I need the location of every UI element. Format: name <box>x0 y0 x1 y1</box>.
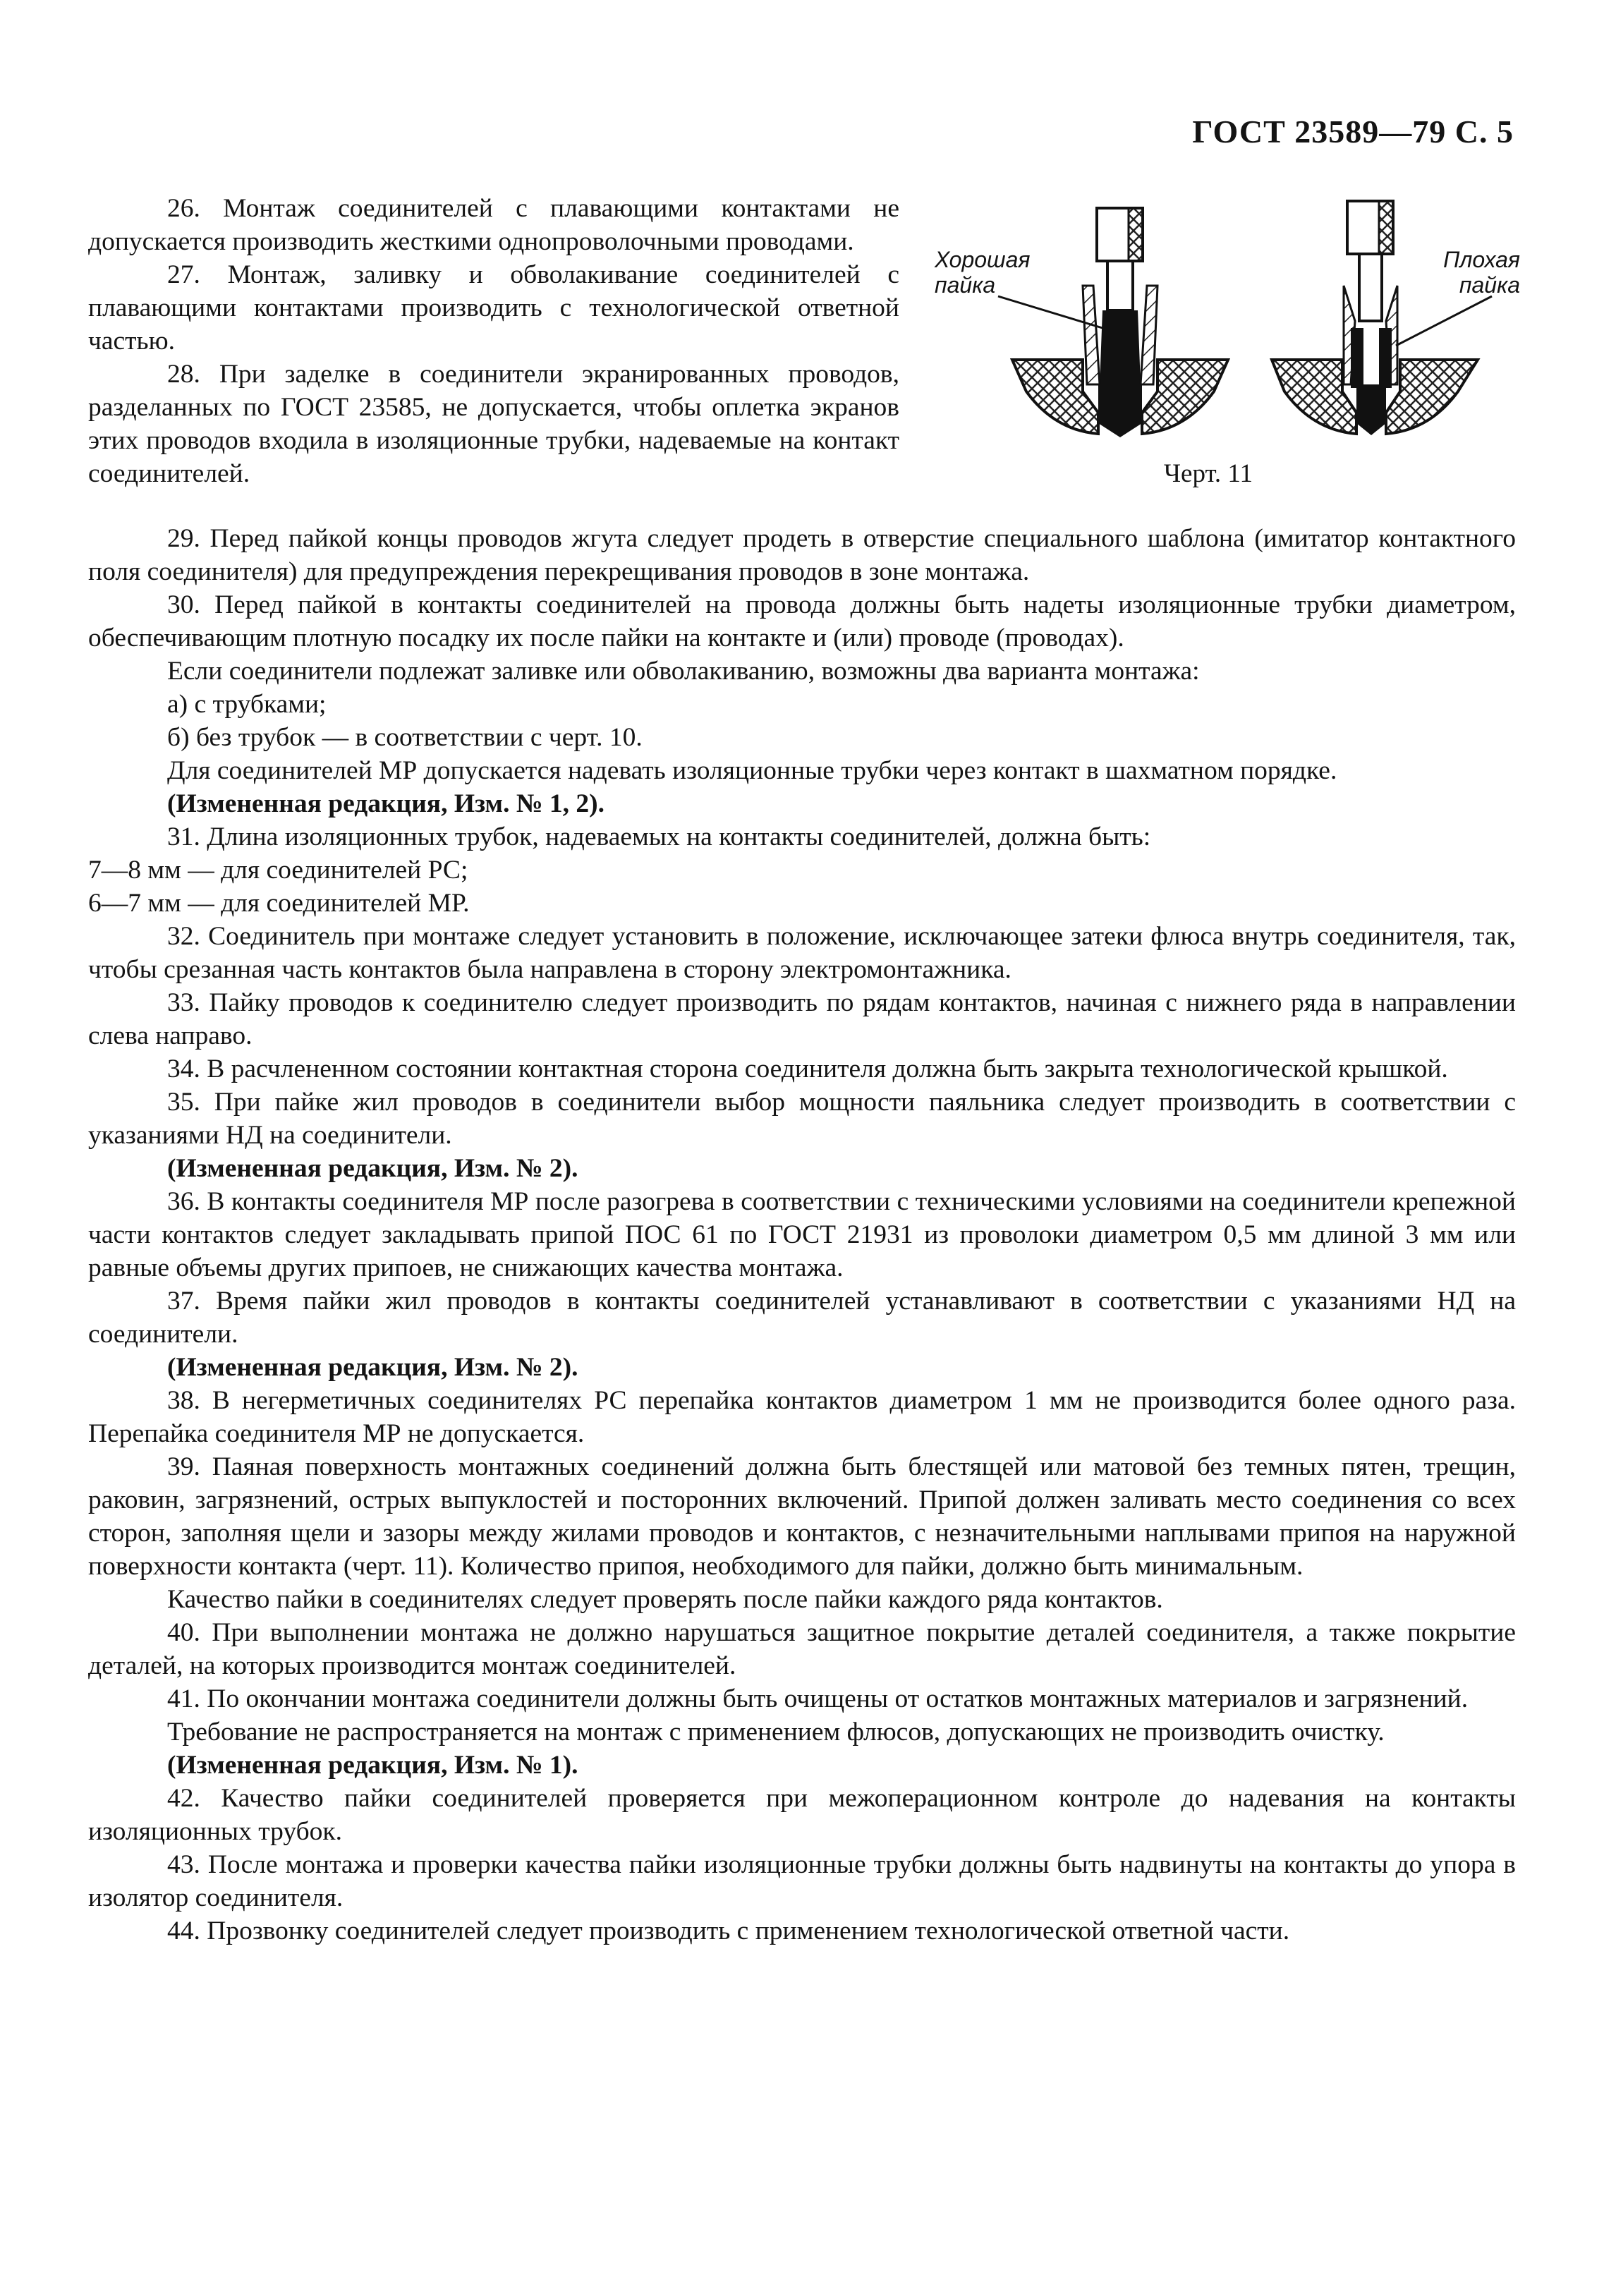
good-solder-joint <box>998 208 1228 437</box>
list-item-mr: 6—7 мм — для соединителей МР. <box>88 889 470 918</box>
paragraph-32: 32. Соединитель при монтаже следует установить в положение, исключающее затеки флюса внутрь соединителя, так, чтобы срезанная часть контактов была направлена в сторону электромонтажника. <box>88 922 1516 984</box>
paragraph-44: 44. Прозвонку соединителей следует производить с применением технологической ответной части. <box>167 1917 1290 1945</box>
paragraph-38: 38. В негерметичных соединителях РС перепайка контактов диаметром 1 мм не производится более одного раза. Перепайка соединителя МР не допускается. <box>88 1386 1516 1448</box>
label-bad-solder: Плохая пайка <box>1443 247 1520 298</box>
figure-caption: Черт. 11 <box>1164 459 1253 488</box>
paragraph-40: 40. При выполнении монтажа не должно нарушаться защитное покрытие деталей соединителя, а также покрытие деталей, на которых производится монтаж соединителей. <box>88 1618 1516 1680</box>
paragraph-42: 42. Качество пайки соединителей проверяется при межоперационном контроле до надевания на контакты изоляционных трубок. <box>88 1784 1516 1846</box>
paragraph-34: 34. В расчлененном состоянии контактная сторона соединителя должна быть закрыта технологической крышкой. <box>167 1055 1448 1083</box>
amendment-note: (Измененная редакция, Изм. № 1). <box>167 1751 578 1780</box>
amendment-note: (Измененная редакция, Изм. № 2). <box>167 1154 578 1183</box>
list-item-b: б) без трубок — в соответствии с черт. 10. <box>167 723 643 752</box>
paragraph-28: 28. При заделке в соединители экранированных проводов, разделанных по ГОСТ 23585, не допускается, чтобы оплетка экранов этих проводов входила в изоляционные трубки, надеваемые на контакт соединителей. <box>88 360 899 488</box>
paragraph-31: 31. Длина изоляционных трубок, надеваемых на контакты соединителей, должна быть: <box>167 822 1151 851</box>
paragraph-41: 41. По окончании монтажа соединители должны быть очищены от остатков монтажных материалов и загрязнений. <box>167 1684 1469 1713</box>
label-good-solder: Хорошая пайка <box>935 247 1031 298</box>
paragraph-37: 37. Время пайки жил проводов в контакты соединителей устанавливают в соответствии с указаниями НД на соединители. <box>88 1287 1516 1349</box>
paragraph-26: 26. Монтаж соединителей с плавающими контактами не допускается производить жесткими однопроволочными проводами. <box>88 194 899 256</box>
paragraph-30: 30. Перед пайкой в контакты соединителей на провода должны быть надеты изоляционные трубки диаметром, обеспечивающим плотную посадку их после пайки на контакте и (или) проводе (проводах). <box>88 590 1516 652</box>
paragraph-41-note: Требование не распространяется на монтаж с применением флюсов, допускающих не производить очистку. <box>167 1718 1385 1747</box>
amendment-note: (Измененная редакция, Изм. № 2). <box>167 1353 578 1382</box>
list-item-a: а) с трубками; <box>167 690 327 719</box>
top-text-column <box>88 192 899 490</box>
list-item-rs: 7—8 мм — для соединителей РС; <box>88 856 468 885</box>
paragraph-39: 39. Паяная поверхность монтажных соединений должна быть блестящей или матовой без темных пятен, трещин, раковин, загрязнений, острых выпуклостей и посторонних включений. Припой должен заливать место соединения со всех сторон, заполняя щели и зазоры между жилами проводов и контактов, с незначительными наплывами припоя на наружной поверхности контакта (черт. 11). Количество припоя, необходимого для пайки, должно быть минимальным. <box>88 1452 1516 1581</box>
bad-solder-joint <box>1272 201 1492 435</box>
amendment-note: (Измененная редакция, Изм. № 1, 2). <box>167 789 605 818</box>
paragraph-43: 43. После монтажа и проверки качества пайки изоляционные трубки должны быть надвинуты на контакты до упора в изолятор соединителя. <box>88 1850 1516 1912</box>
paragraph-30-note: Если соединители подлежат заливке или обволакиванию, возможны два варианта монтажа: <box>167 657 1200 686</box>
paragraph-29: 29. Перед пайкой концы проводов жгута следует продеть в отверстие специального шаблона (имитатор контактного поля соединителя) для предупреждения перекрещивания проводов в зоне монтажа. <box>88 524 1516 586</box>
paragraph-30-mr: Для соединителей МР допускается надевать изоляционные трубки через контакт в шахматном порядке. <box>167 756 1337 785</box>
main-text-column <box>88 522 1516 1948</box>
paragraph-27: 27. Монтаж, заливку и обволакивание соединителей с плавающими контактами производить с технологической ответной частью. <box>88 260 899 356</box>
paragraph-33: 33. Пайку проводов к соединителю следует производить по рядам контактов, начиная с нижнего ряда в направлении слева направо. <box>88 988 1516 1050</box>
paragraph-39-note: Качество пайки в соединителях следует проверять после пайки каждого ряда контактов. <box>167 1585 1163 1614</box>
paragraph-35: 35. При пайке жил проводов в соединители выбор мощности паяльника следует производить в соответствии с указаниями НД на соединители. <box>88 1088 1516 1150</box>
paragraph-36: 36. В контакты соединителя МР после разогрева в соответствии с техническими условиями на соединители крепежной части контактов следует закладывать припой ПОС 61 по ГОСТ 21931 из проволоки диаметром 0,5 мм длиной 3 мм или равные объемы других припоев, не снижающих качества монтажа. <box>88 1187 1516 1282</box>
page-header: ГОСТ 23589—79 С. 5 <box>1192 114 1514 150</box>
